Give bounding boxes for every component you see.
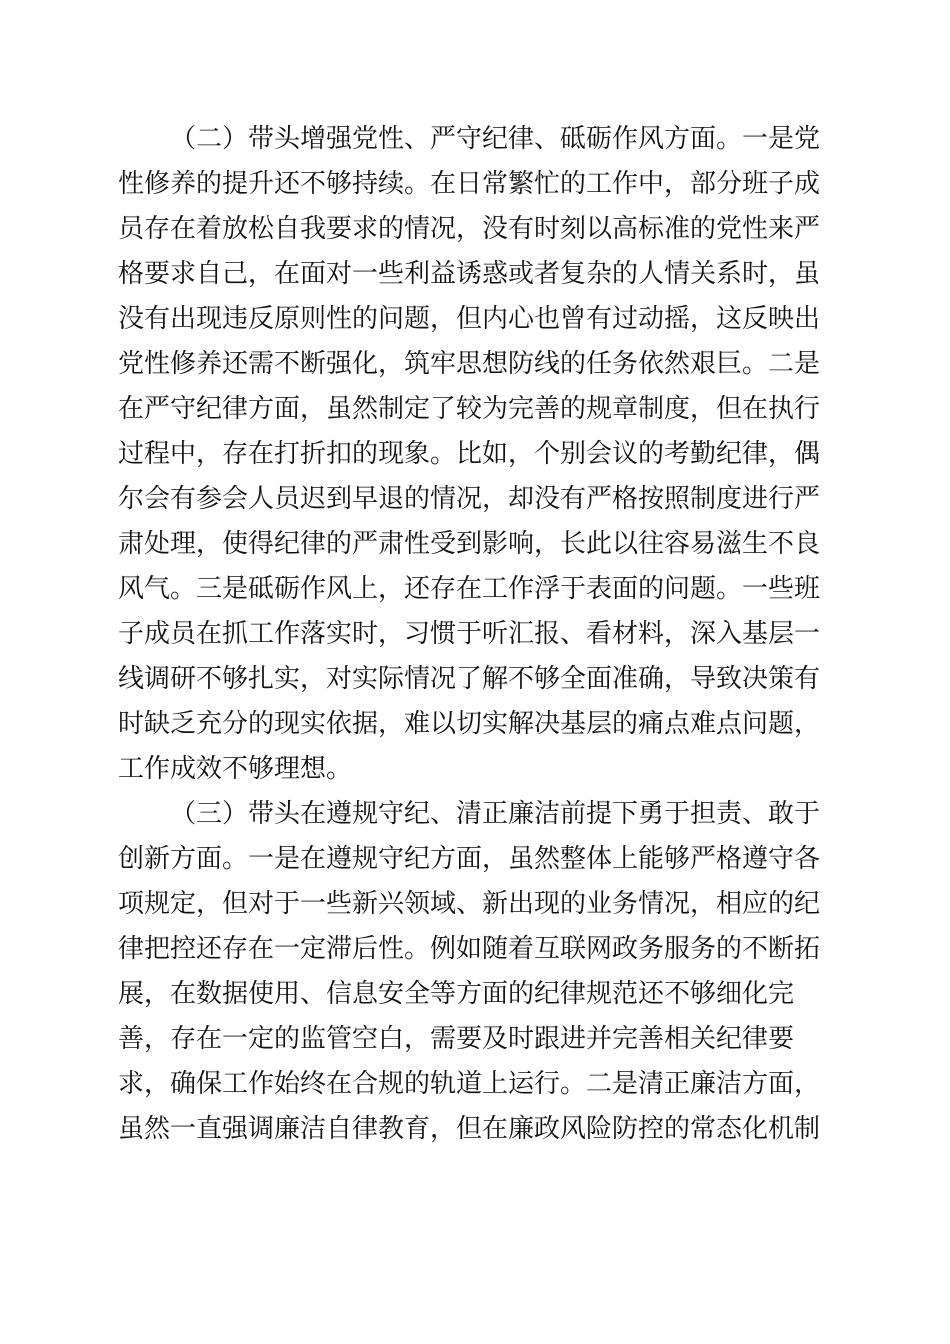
paragraph-section-2 xyxy=(118,117,838,792)
paragraph-line: 性修养的提升还不够持续。在日常繁忙的工作中，部分班子成 xyxy=(118,169,821,199)
paragraph-line: 线调研不够扎实，对实际情况了解不够全面准确，导致决策有 xyxy=(118,664,821,694)
paragraph-line: 风气。三是砥砺作风上，还存在工作浮于表面的问题。一些班 xyxy=(118,574,821,604)
paragraph-line: 尔会有参会人员迟到早退的情况，却没有严格按照制度进行严 xyxy=(118,484,821,514)
paragraph-line: 善，存在一定的监管空白，需要及时跟进并完善相关纪律要 xyxy=(118,1024,795,1054)
paragraph-line: 没有出现违反原则性的问题，但内心也曾有过动摇，这反映出 xyxy=(118,304,821,334)
paragraph-line: 肃处理，使得纪律的严肃性受到影响，长此以往容易滋生不良 xyxy=(118,529,821,559)
paragraph-line: 项规定，但对于一些新兴领域、新出现的业务情况，相应的纪 xyxy=(118,889,821,919)
paragraph-line: 虽然一直强调廉洁自律教育，但在廉政风险防控的常态化机制 xyxy=(118,1114,821,1144)
paragraph-line: 律把控还存在一定滞后性。例如随着互联网政务服务的不断拓 xyxy=(118,934,821,964)
paragraph-line: 展，在数据使用、信息安全等方面的纪律规范还不够细化完 xyxy=(118,979,795,1009)
paragraph-line: 工作成效不够理想。 xyxy=(118,754,353,784)
paragraph-line: （二）带头增强党性、严守纪律、砥砺作风方面。一是党 xyxy=(170,124,821,154)
paragraph-line: 党性修养还需不断强化，筑牢思想防线的任务依然艰巨。二是 xyxy=(118,349,821,379)
paragraph-line: （三）带头在遵规守纪、清正廉洁前提下勇于担责、敢于 xyxy=(170,799,821,829)
paragraph-line: 子成员在抓工作落实时，习惯于听汇报、看材料，深入基层一 xyxy=(118,619,821,649)
paragraph-line: 在严守纪律方面，虽然制定了较为完善的规章制度，但在执行 xyxy=(118,394,821,424)
paragraph-line: 创新方面。一是在遵规守纪方面，虽然整体上能够严格遵守各 xyxy=(118,844,821,874)
paragraph-line: 格要求自己，在面对一些利益诱惑或者复杂的人情关系时，虽 xyxy=(118,259,821,289)
paragraph-line: 时缺乏充分的现实依据，难以切实解决基层的痛点难点问题， xyxy=(118,709,821,739)
paragraph-line: 员存在着放松自我要求的情况，没有时刻以高标准的党性来严 xyxy=(118,214,821,244)
document-body xyxy=(118,117,838,1152)
paragraph-section-3 xyxy=(118,792,838,1152)
paragraph-line: 求，确保工作始终在合规的轨道上运行。二是清正廉洁方面， xyxy=(118,1069,821,1099)
paragraph-line: 过程中，存在打折扣的现象。比如，个别会议的考勤纪律，偶 xyxy=(118,439,821,469)
